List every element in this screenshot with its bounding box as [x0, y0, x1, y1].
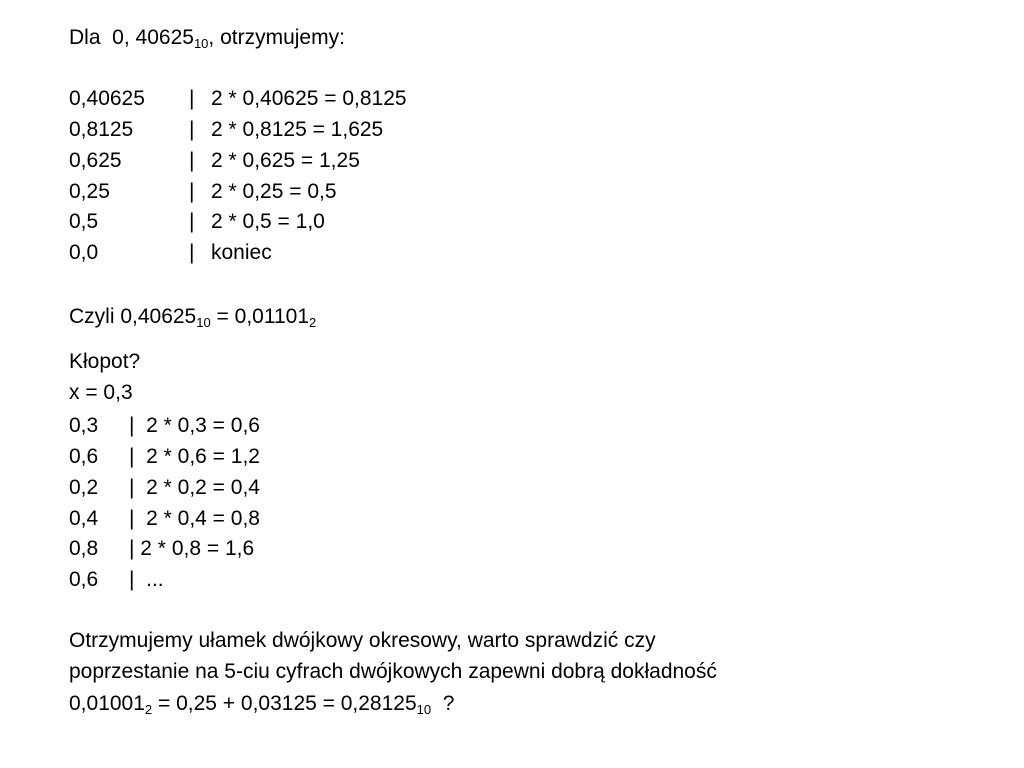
conclusion-question: ? — [431, 692, 455, 715]
periodic-row — [69, 445, 260, 469]
conversion-row — [69, 180, 337, 204]
problem-x-line: x = 0,3 — [69, 381, 133, 404]
conversion-row-separator: | — [189, 180, 207, 203]
conclusion-line-3 — [69, 692, 454, 716]
periodic-row-computation: 2 * 0,6 = 1,2 — [146, 445, 260, 468]
periodic-row-computation: 2 * 0,3 = 0,6 — [146, 414, 260, 437]
conversion-row — [69, 87, 407, 111]
result-line — [69, 305, 316, 329]
result-subscript-2: 2 — [309, 315, 317, 330]
conversion-row-value: 0,625 — [69, 149, 122, 172]
conversion-row-value: 0,5 — [69, 210, 99, 233]
periodic-row-separator: | — [129, 445, 147, 468]
periodic-row-computation: 2 * 0,2 = 0,4 — [146, 476, 260, 499]
periodic-row — [69, 476, 260, 500]
periodic-row-value: 0,4 — [69, 507, 99, 530]
conversion-row — [69, 149, 360, 173]
intro-subscript: 10 — [193, 36, 209, 51]
conclusion-subscript-2: 2 — [144, 702, 153, 717]
conclusion-line-2: poprzestanie na 5-ciu cyfrach dwójkowych zapewni dobrą dokładność — [69, 660, 717, 683]
conversion-row-computation: 2 * 0,8125 = 1,625 — [211, 118, 384, 141]
conversion-row-separator: | — [189, 149, 207, 172]
periodic-row-computation: 2 * 0,8 = 1,6 — [140, 537, 255, 560]
conversion-row-computation: 2 * 0,625 = 1,25 — [211, 149, 360, 172]
periodic-row-separator: | — [129, 476, 147, 499]
periodic-row — [69, 414, 260, 438]
periodic-row — [69, 568, 164, 592]
periodic-row-value: 0,8 — [69, 537, 99, 560]
conversion-row-computation: 2 * 0,25 = 0,5 — [211, 180, 337, 203]
problem-title: Kłopot? — [69, 350, 141, 373]
conversion-row-separator: | — [189, 118, 207, 141]
slide-content — [69, 0, 1009, 768]
conversion-row-separator: | — [189, 210, 207, 233]
conversion-row-separator: | — [189, 241, 207, 264]
result-middle: = 0,01101 — [210, 305, 310, 328]
result-subscript-10: 10 — [196, 315, 211, 330]
conversion-row-computation: 2 * 0,40625 = 0,8125 — [211, 87, 407, 110]
conversion-row — [69, 241, 272, 265]
conversion-row — [69, 210, 325, 234]
conclusion-sum: = 0,25 + 0,03125 = 0,28125 — [152, 692, 417, 715]
periodic-row-computation: ... — [146, 568, 164, 591]
conclusion-subscript-10: 10 — [416, 702, 432, 717]
periodic-row — [69, 507, 260, 531]
periodic-row-value: 0,2 — [69, 476, 99, 499]
conversion-row-value: 0,40625 — [69, 87, 145, 110]
periodic-row-separator: | — [129, 568, 147, 591]
conversion-row-value: 0,25 — [69, 180, 110, 203]
conclusion-binary: 0,01001 — [69, 692, 145, 715]
conversion-row-computation: 2 * 0,5 = 1,0 — [211, 210, 325, 233]
conclusion-line-1: Otrzymujemy ułamek dwójkowy okresowy, warto sprawdzić czy — [69, 629, 656, 652]
conversion-row-computation: koniec — [211, 241, 272, 264]
conversion-row-separator: | — [189, 87, 207, 110]
conversion-row — [69, 118, 383, 142]
conversion-row-value: 0,0 — [69, 241, 99, 264]
intro-line — [69, 26, 345, 50]
periodic-row-separator: | — [129, 507, 147, 530]
periodic-row-value: 0,6 — [69, 445, 99, 468]
conversion-row-value: 0,8125 — [69, 118, 134, 141]
periodic-row-separator: | — [129, 537, 141, 560]
periodic-row-computation: 2 * 0,4 = 0,8 — [146, 507, 260, 530]
intro-prefix: Dla 0, 40625 — [69, 26, 194, 49]
periodic-row-value: 0,3 — [69, 414, 99, 437]
periodic-row-value: 0,6 — [69, 568, 99, 591]
periodic-row — [69, 537, 254, 561]
periodic-row-separator: | — [129, 414, 147, 437]
intro-suffix: , otrzymujemy: — [208, 26, 345, 49]
result-prefix: Czyli 0,40625 — [69, 305, 197, 328]
